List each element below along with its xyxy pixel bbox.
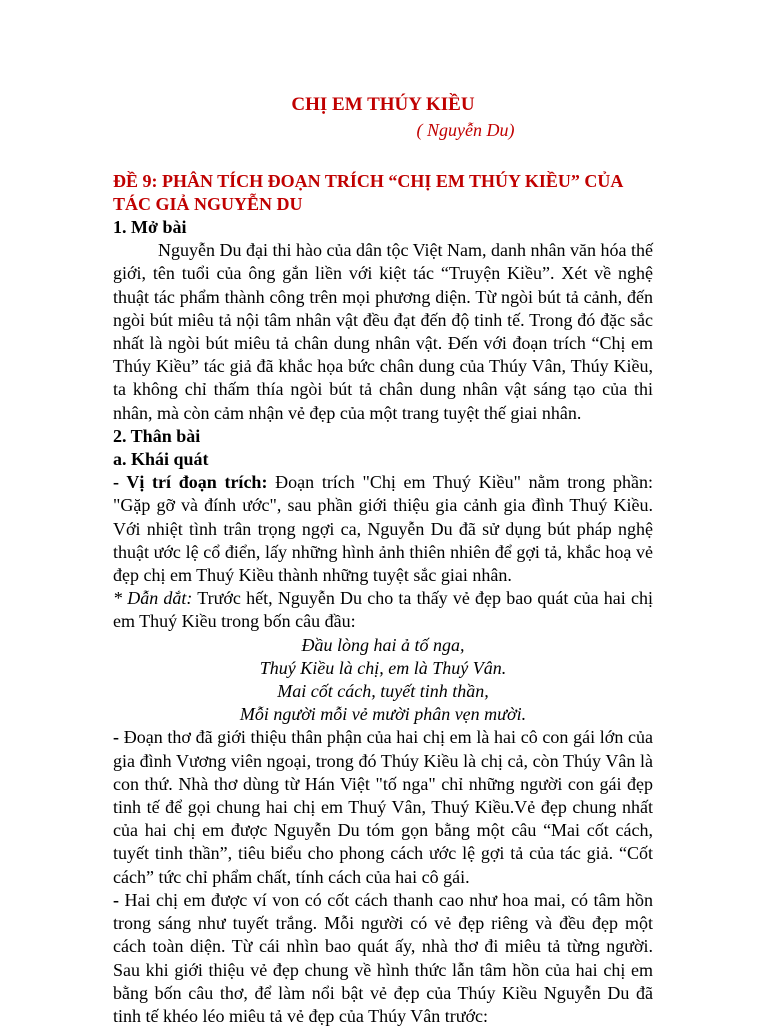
poem-line: Mỗi người mỗi vẻ mười phân vẹn mười. (239, 704, 527, 725)
lead-in-label: * Dẫn dắt: (113, 588, 193, 609)
poem-excerpt (113, 634, 653, 727)
poem-line: Thuý Kiều là chị, em là Thuý Vân. (259, 657, 507, 678)
essay-prompt-title: ĐỀ 9: PHÂN TÍCH ĐOẠN TRÍCH “CHỊ EM THÚY KIỀU” CỦA TÁC GIẢ NGUYỄN DU (113, 171, 623, 214)
position-paragraph (113, 471, 653, 587)
analysis-paragraph-2 (113, 889, 653, 1028)
author-line: ( Nguyễn Du) (416, 120, 515, 140)
paragraph-dash: - (113, 727, 119, 748)
analysis-text-1: Đoạn thơ đã giới thiệu thân phận của hai chị em là hai cô con gái lớn của gia đình Vương viên ngoại, trong đó Thúy Kiều là chị cả, còn Thúy Vân là con thứ. Nhà thơ dùng từ Hán Việt "tố nga" chỉ những người con gái đẹp tinh tế để gọi chung hai chị em Thuý Vân, Thuý Kiều.Vẻ đẹp chung nhất của hai chị em được Nguyễn Du tóm gọn bằng một câu “Mai cốt cách, tuyết tinh thần”, tiêu biểu cho phong cách ước lệ gợi tả của tác giả. “Cốt cách” tức chỉ phẩm chất, tính cách của hai cô gái. (113, 727, 653, 887)
section-heading-body: 2. Thân bài (113, 425, 201, 446)
section-heading-intro: 1. Mở bài (113, 217, 187, 237)
document-page (113, 92, 653, 1028)
analysis-paragraph-1 (113, 726, 653, 888)
poem-line: Đầu lòng hai ả tố nga, (301, 634, 465, 655)
paragraph-dash: - (113, 889, 119, 910)
analysis-text-2: Hai chị em được ví von có cốt cách thanh cao như hoa mai, có tâm hồn trong sáng như tuyết trắng. Mỗi người có vẻ đẹp riêng và đều đẹp một cách toàn diện. Từ cái nhìn bao quát ấy, nhà thơ đi miêu tả từng người. Sau khi giới thiệu vẻ đẹp chung về hình thức lẫn tâm hồn của hai chị em bằng bốn câu thơ, để làm nổi bật vẻ đẹp của Thúy Kiều Nguyễn Du đã tinh tế khéo léo miêu tả vẻ đẹp của Thúy Vân trước: (113, 889, 653, 1026)
lead-in-text: Trước hết, Nguyễn Du cho ta thấy vẻ đẹp bao quát của hai chị em Thuý Kiều trong bốn câu đầu: (113, 588, 653, 632)
position-text: Đoạn trích "Chị em Thuý Kiều" nằm trong phần: "Gặp gỡ và đính ước", sau phần giới thiệu gia cảnh gia đình Thuý Kiều. Với nhiệt tình trân trọng ngợi ca, Nguyễn Du đã sử dụng bút pháp nghệ thuật ước lệ cổ điển, lấy những hình ảnh thiên nhiên để gợi tả, khắc hoạ vẻ đẹp chị em Thuý Kiều thành những tuyệt sắc giai nhân. (113, 472, 653, 586)
document-title: CHỊ EM THÚY KIỀU (291, 94, 475, 115)
position-label: - Vị trí đoạn trích: (113, 472, 268, 493)
intro-paragraph: Nguyễn Du đại thi hào của dân tộc Việt Nam, danh nhân văn hóa thế giới, tên tuổi của ông gắn liền với kiệt tác “Truyện Kiều”. Xét về nghệ thuật tác phẩm thành công trên mọi phương diện. Từ ngòi bút tả cảnh, đến ngòi bút miêu tả nội tâm nhân vật đều đạt đến độ tinh tế. Trong đó đặc sắc nhất là ngòi bút miêu tả chân dung nhân vật. Đến với đoạn trích “Chị em Thúy Kiều” tác giả đã khắc họa bức chân dung của Thúy Vân, Thúy Kiều, ta không chỉ thấm thía ngòi bút tả chân dung nhân vật sáng tạo của thi nhân, mà còn cảm nhận vẻ đẹp của một trang tuyệt thế giai nhân. (113, 240, 653, 423)
lead-in-paragraph (113, 587, 653, 633)
sub-heading-overview: a. Khái quát (113, 449, 209, 470)
poem-line: Mai cốt cách, tuyết tinh thần, (277, 681, 489, 702)
